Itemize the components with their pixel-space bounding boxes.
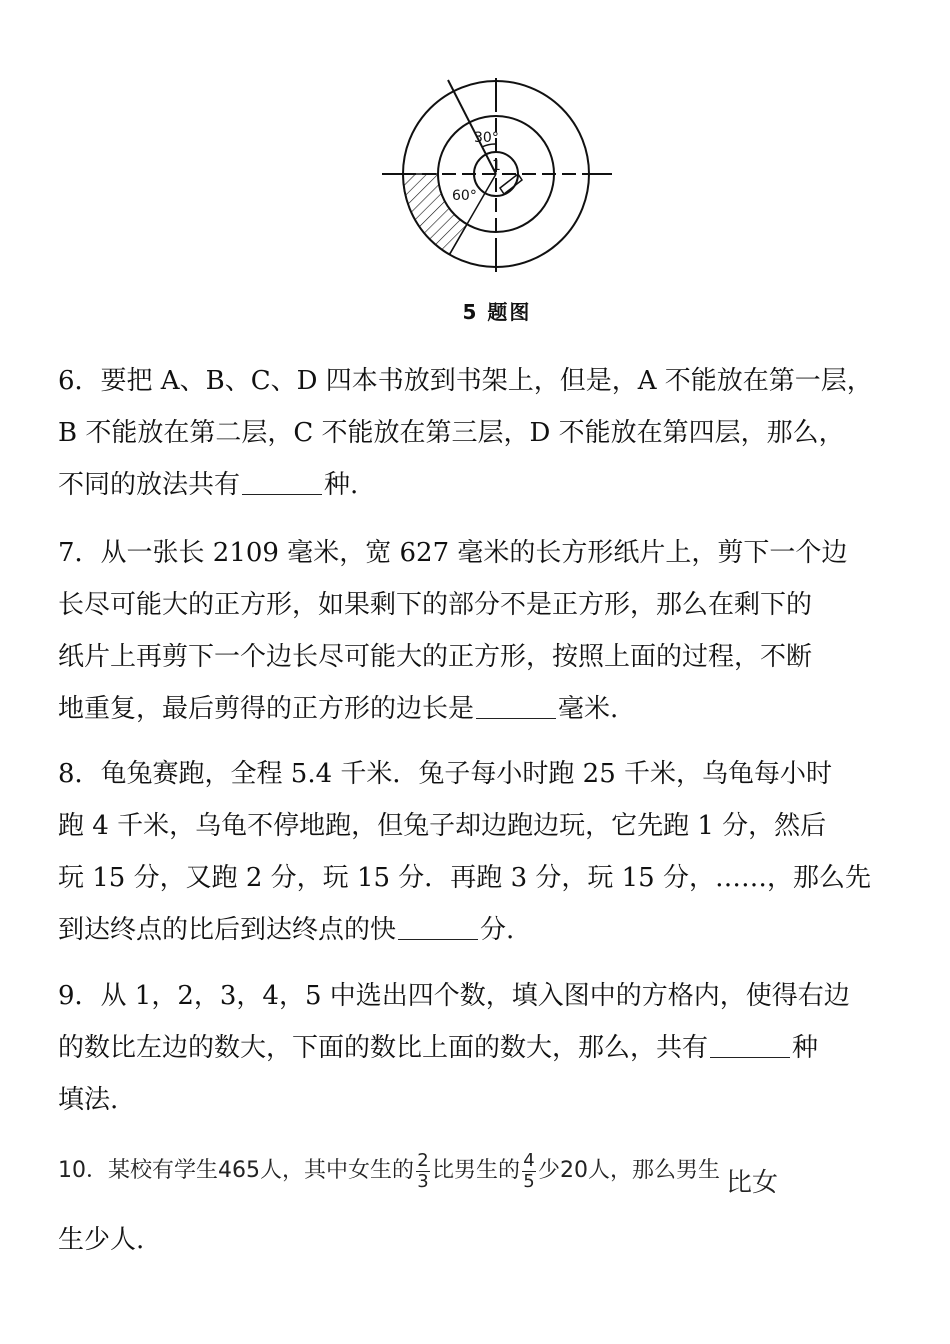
question-6	[58, 355, 898, 511]
q8-line-2: 跑 4 千米，乌龟不停地跑，但兔子却边跑边玩，它先跑 1 分，然后	[58, 811, 827, 841]
question-7	[58, 527, 898, 735]
figure-5	[372, 70, 622, 330]
q6-line-3: 不同的放法共有 种.	[58, 459, 898, 511]
figure-caption: 5 题图	[462, 300, 532, 324]
q7-line-4: 地重复，最后剪得的正方形的边长是 毫米.	[58, 683, 898, 735]
q7-line-2: 长尽可能大的正方形，如果剩下的部分不是正方形，那么在剩下的	[58, 590, 813, 620]
target-diagram	[372, 70, 622, 296]
question-8	[58, 748, 898, 956]
answer-blank[interactable]	[398, 905, 478, 940]
q9-line-1: 9．从 1，2，3，4，5 中选出四个数，填入图中的方格内，使得右边	[58, 981, 850, 1011]
q8-line-3: 玩 15 分，又跑 2 分，玩 15 分．再跑 3 分，玩 15 分，……，那么先	[58, 863, 871, 893]
q8-line-4: 到达终点的比后到达终点的快 分.	[58, 904, 898, 956]
angle-label-bottom: 60°	[452, 188, 477, 204]
question-10: 10．某校有学生465人，其中女生的 $\frac{2}{3}$ 比男生的 $\frac{4}{5}$ 少20人，那么男生 比女	[58, 1149, 779, 1198]
answer-blank[interactable]	[242, 460, 322, 495]
hatched-region	[403, 174, 467, 255]
q10-line-2: 生少人.	[58, 1225, 145, 1255]
q7-line-3: 纸片上再剪下一个边长尽可能大的正方形，按照上面的过程，不断	[58, 642, 813, 672]
q6-line-2: B 不能放在第二层，C 不能放在第三层，D 不能放在第四层，那么，	[58, 418, 845, 448]
q9-line-2: 的数比左边的数大，下面的数比上面的数大，那么，共有 种	[58, 1022, 898, 1074]
fraction-2-3: $\frac{2}{3}$	[417, 1149, 429, 1192]
question-9	[58, 970, 898, 1126]
q9-line-3: 填法.	[58, 1085, 119, 1115]
center-label: 1	[492, 158, 501, 174]
q8-line-1: 8．龟兔赛跑，全程 5.4 千米．兔子每小时跑 25 千米，乌龟每小时	[58, 759, 833, 789]
q7-line-1: 7．从一张长 2109 毫米，宽 627 毫米的长方形纸片上，剪下一个边	[58, 538, 848, 568]
answer-blank[interactable]	[476, 684, 556, 719]
angle-line	[448, 80, 496, 174]
answer-blank[interactable]	[710, 1023, 790, 1058]
fraction-4-5: $\frac{4}{5}$	[523, 1149, 535, 1192]
q6-line-1: 6．要把 A、B、C、D 四本书放到书架上，但是，A 不能放在第一层，	[58, 366, 873, 396]
angle-label-top: 30°	[474, 130, 499, 146]
